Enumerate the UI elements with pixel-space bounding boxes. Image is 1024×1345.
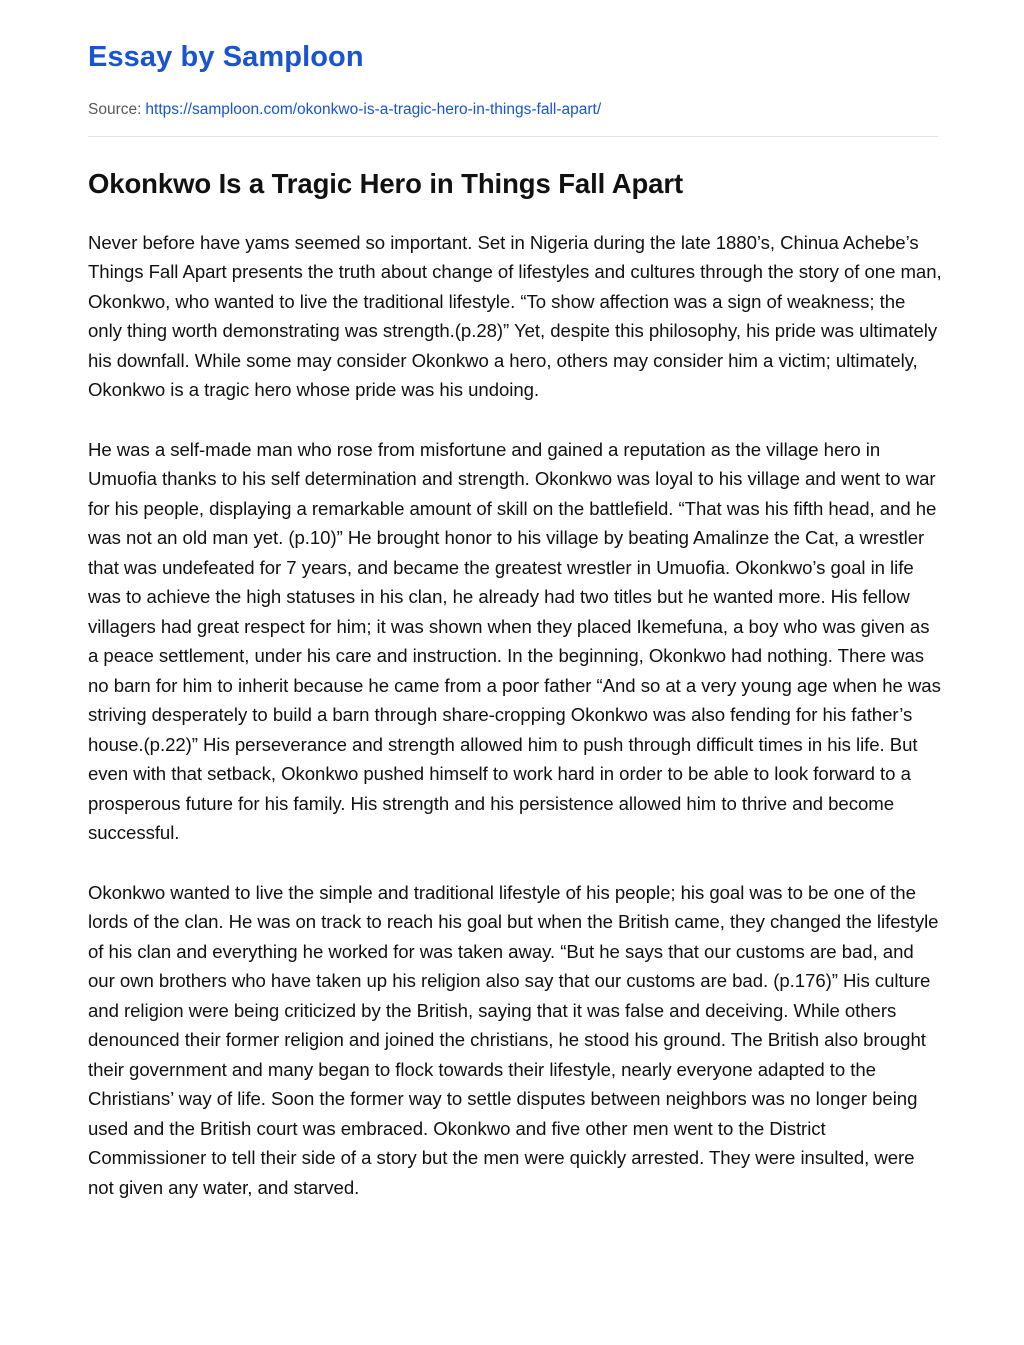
page-title: Okonkwo Is a Tragic Hero in Things Fall Apart — [88, 168, 684, 200]
source-label: Source: — [88, 100, 142, 118]
site-header — [0, 0, 1024, 75]
essay-paragraph: He was a self-made man who rose from misfortune and gained a reputation as the village hero in Umuofia thanks to his self determination and strength. Okonkwo was loyal to his village and went to war for his people, displaying a remarkable amount of skill on the battlefield. “That was his fifth head, and he was not an old man yet. (p.10)” He brought honor to his village by beating Amalinze the Cat, a wrestler that was undefeated for 7 years, and became the greatest wrestler in Umuofia. Okonkwo’s goal in life was to achieve the high statuses in his clan, he already had two titles but he wanted more. His fellow villagers had great respect for him; it was shown when they placed Ikemefuna, a boy who was given as a peace settlement, under his care and instruction. In the beginning, Okonkwo had nothing. There was no barn for him to inherit because he came from a poor father “And so at a very young age when he was striving desperately to build a barn through share-cropping Okonkwo was also fending for his father’s house.(p.22)” His perseverance and strength allowed him to push through difficult times in his life. But even with that setback, Okonkwo pushed himself to work hard in order to be able to look forward to a prosperous future for his family. His strength and his persistence allowed him to thrive and become successful. — [88, 438, 941, 844]
essay-paragraph: Okonkwo wanted to live the simple and traditional lifestyle of his people; his goal was to be one of the lords of the clan. He was on track to reach his goal but when the British came, they changed the lifestyle of his clan and everything he worked for was taken away. “But he says that our customs are bad, and our own brothers who have taken up his religion also say that our customs are bad. (p.176)” His culture and religion were being criticized by the British, saying that it was false and deceiving. While others denounced their former religion and joined the christians, he stood his ground. The British also brought their government and many began to flock towards their lifestyle, nearly everyone adapted to the Christians’ way of life. Soon the former way to settle disputes between neighbors was no longer being used and the British court was embraced. Okonkwo and five other men went to the District Commissioner to tell their side of a story but the men were quickly arrested. They were insulted, were not given any water, and starved. — [88, 881, 939, 1198]
header-divider — [88, 136, 938, 137]
source-row — [0, 75, 1024, 121]
source-url-link[interactable]: https://samploon.com/okonkwo-is-a-tragic-hero-in-things-fall-apart/ — [145, 100, 602, 118]
essay-body — [88, 228, 944, 1203]
site-brand-title: Essay by Samploon — [88, 41, 364, 73]
essay-paragraph: Never before have yams seemed so important. Set in Nigeria during the late 1880’s, Chinua Achebe’s Things Fall Apart presents the truth about change of lifestyles and cultures through the story of one man, Okonkwo, who wanted to live the traditional lifestyle. “To show affection was a sign of weakness; the only thing worth demonstrating was strength.(p.28)” Yet, despite this philosophy, his pride was ultimately his downfall. While some may consider Okonkwo a hero, others may consider him a victim; ultimately, Okonkwo is a tragic hero whose pride was his undoing. — [88, 231, 942, 401]
